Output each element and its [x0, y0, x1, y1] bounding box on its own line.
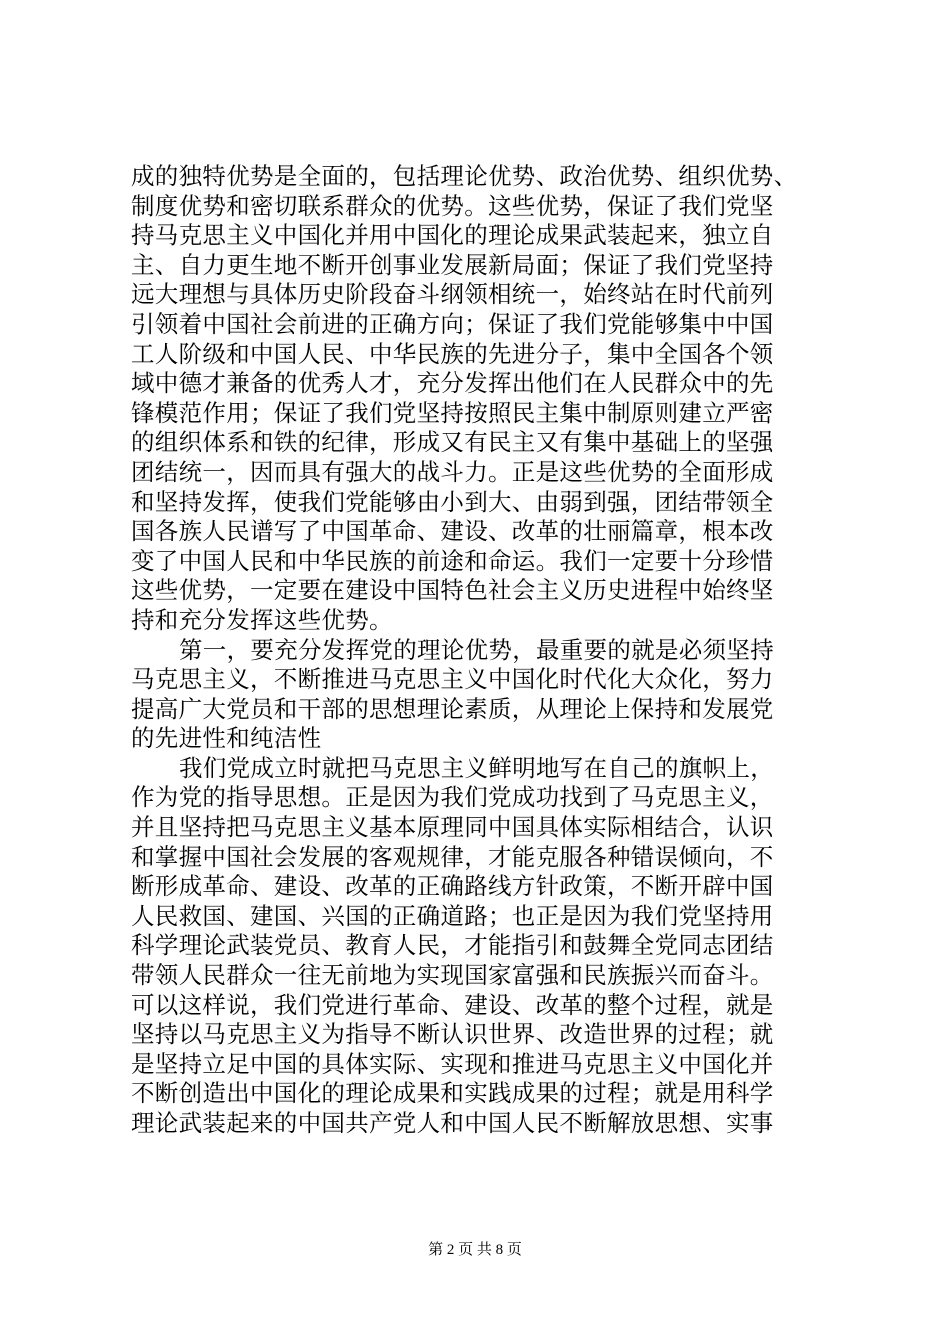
text-line: 和坚持发挥，使我们党能够由小到大、由弱到强，团结带领全	[131, 487, 774, 516]
text-line: 作为党的指导思想。正是因为我们党成功找到了马克思主义，	[131, 783, 774, 812]
text-line: 这些优势，一定要在建设中国特色社会主义历史进程中始终坚	[131, 576, 774, 605]
text-line: 并且坚持把马克思主义基本原理同中国具体实际相结合，认识	[131, 813, 774, 842]
paragraph-first-line: 我们党成立时就把马克思主义鲜明地写在自己的旗帜上，	[179, 753, 774, 782]
text-line: 团结统一，因而具有强大的战斗力。正是这些优势的全面形成	[131, 457, 774, 486]
text-line: 提高广大党员和干部的思想理论素质，从理论上保持和发展党	[131, 694, 774, 723]
text-line: 理论武装起来的中国共产党人和中国人民不断解放思想、实事	[131, 1109, 774, 1137]
text-line: 远大理想与具体历史阶段奋斗纲领相统一，始终站在时代前列	[131, 280, 774, 309]
paragraph-heading-line: 第一，要充分发挥党的理论优势，最重要的就是必须坚持	[179, 635, 774, 664]
text-line: 是坚持立足中国的具体实际、实现和推进马克思主义中国化并	[131, 1049, 774, 1078]
text-line: 人民救国、建国、兴国的正确道路；也正是因为我们党坚持用	[131, 901, 774, 930]
page-number-footer: 第 2 页 共 8 页	[428, 1242, 522, 1258]
text-line: 引领着中国社会前进的正确方向；保证了我们党能够集中中国	[131, 309, 774, 338]
text-line: 变了中国人民和中华民族的前途和命运。我们一定要十分珍惜	[131, 546, 774, 575]
text-line: 的组织体系和铁的纪律，形成又有民主又有集中基础上的坚强	[131, 428, 774, 457]
text-line: 带领人民群众一往无前地为实现国家富强和民族振兴而奋斗。	[131, 961, 774, 990]
text-line: 科学理论武装党员、教育人民，才能指引和鼓舞全党同志团结	[131, 931, 774, 960]
text-line: 可以这样说，我们党进行革命、建设、改革的整个过程，就是	[131, 990, 774, 1019]
text-line: 主、自力更生地不断开创事业发展新局面；保证了我们党坚持	[131, 250, 774, 279]
text-line: 工人阶级和中国人民、中华民族的先进分子，集中全国各个领	[131, 339, 774, 368]
text-line: 成的独特优势是全面的，包括理论优势、政治优势、组织优势、	[131, 162, 798, 190]
text-line: 马克思主义，不断推进马克思主义中国化时代化大众化，努力	[131, 665, 774, 694]
text-line: 断形成革命、建设、改革的正确路线方针政策，不断开辟中国	[131, 872, 774, 901]
text-line: 持和充分发挥这些优势。	[131, 605, 393, 634]
text-line: 和掌握中国社会发展的客观规律，才能克服各种错误倾向，不	[131, 842, 774, 871]
text-line: 国各族人民谱写了中国革命、建设、改革的壮丽篇章，根本改	[131, 517, 774, 546]
text-line: 域中德才兼备的优秀人才，充分发挥出他们在人民群众中的先	[131, 369, 774, 398]
text-line: 制度优势和密切联系群众的优势。这些优势，保证了我们党坚	[131, 191, 774, 220]
text-line: 不断创造出中国化的理论成果和实践成果的过程；就是用科学	[131, 1079, 774, 1108]
text-line: 的先进性和纯洁性	[131, 724, 322, 753]
text-line: 坚持以马克思主义为指导不断认识世界、改造世界的过程；就	[131, 1020, 774, 1049]
text-line: 持马克思主义中国化并用中国化的理论成果武装起来，独立自	[131, 221, 774, 250]
document-body	[131, 162, 831, 1139]
text-line: 锋模范作用；保证了我们党坚持按照民主集中制原则建立严密	[131, 398, 774, 427]
